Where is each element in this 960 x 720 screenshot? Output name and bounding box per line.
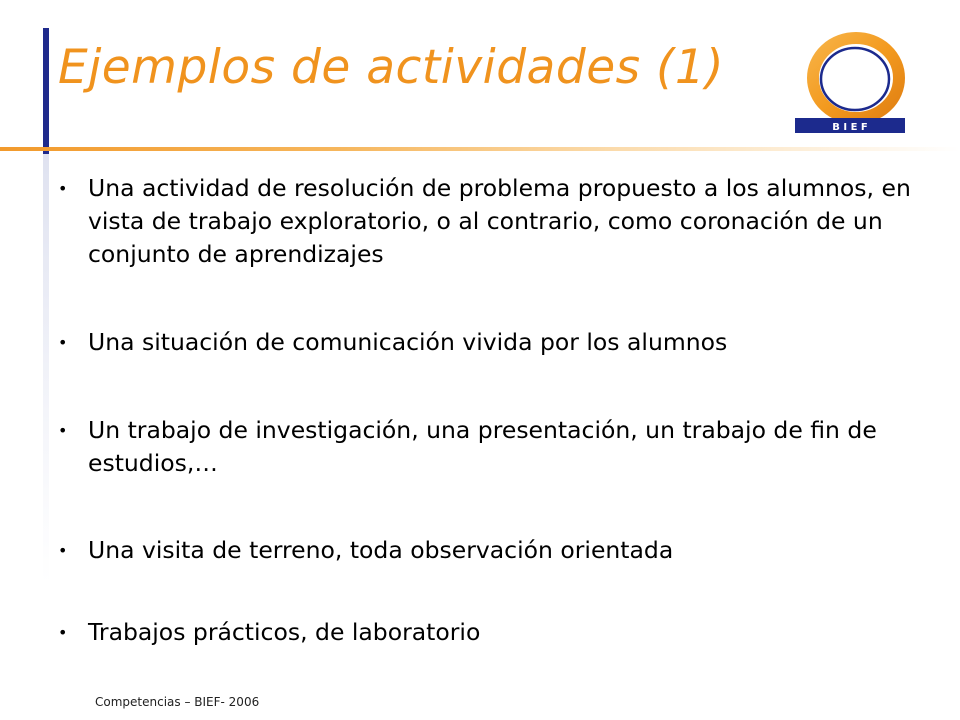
bullet-item [58,534,938,567]
bullet-text: Trabajos prácticos, de laboratorio [88,618,481,646]
title-rule [0,147,960,151]
bullet-text: Una situación de comunicación vivida por los alumnos [88,328,728,356]
bullet-item [58,414,938,480]
slide-footer: Competencias – BIEF- 2006 [95,695,260,709]
left-accent-bar [43,28,49,154]
bullet-item [58,172,938,271]
slide-title: Ejemplos de actividades (1) [58,40,725,95]
bullet-marker: • [58,623,68,642]
bullet-text: Un trabajo de investigación, una presentación, un trabajo de fin de estudios,… [88,416,877,477]
logo-ring-inner [821,48,889,110]
bullet-marker: • [58,333,68,352]
bullet-marker: • [58,541,68,560]
left-accent-fade [43,154,49,584]
bullet-text: Una actividad de resolución de problema propuesto a los alumnos, en vista de trabajo exploratorio, o al contrario, como coronación de un conjunto de aprendizajes [88,174,911,268]
bullet-item [58,326,938,359]
bullet-marker: • [58,421,68,440]
bullet-text: Una visita de terreno, toda observación orientada [88,536,674,564]
bullet-marker: • [58,179,68,198]
logo-ring-outer [813,38,899,118]
bullet-item [58,616,938,649]
logo-text: B I E F [832,122,868,133]
bief-logo [793,28,918,138]
